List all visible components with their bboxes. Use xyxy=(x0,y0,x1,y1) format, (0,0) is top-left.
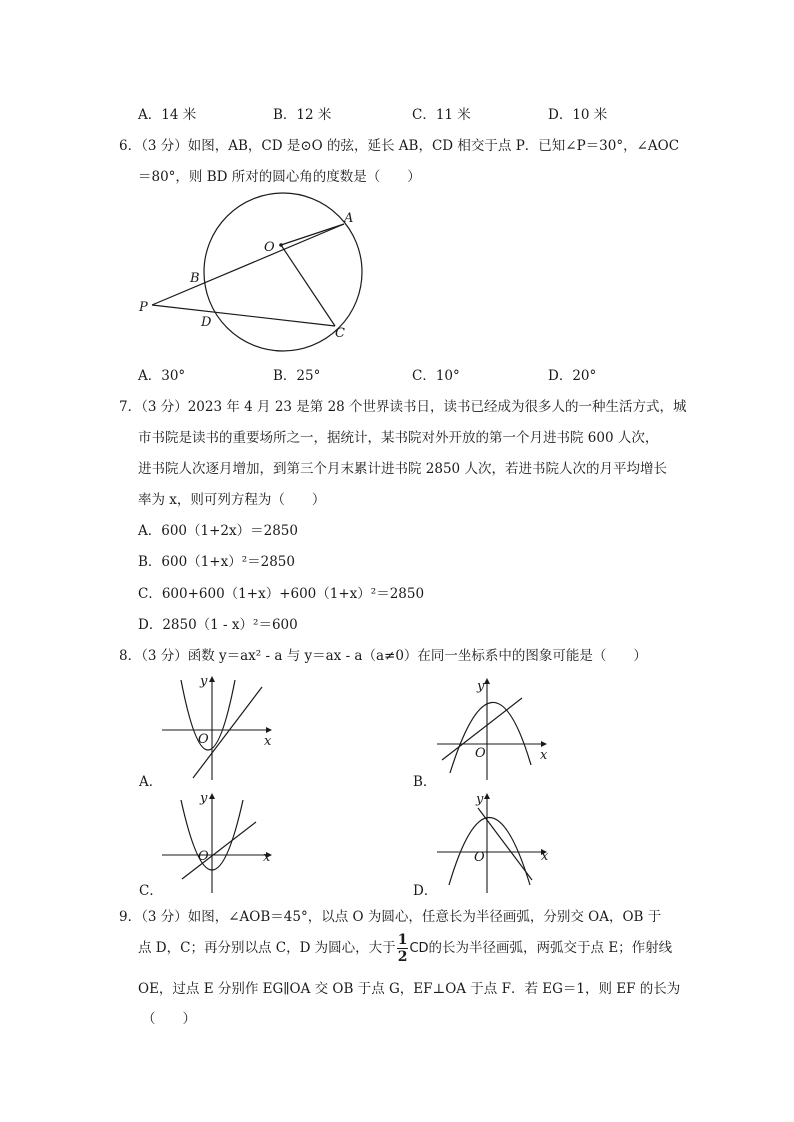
svg-text:O: O xyxy=(475,746,486,761)
svg-text:x: x xyxy=(263,850,271,865)
radius-oc xyxy=(281,245,335,326)
label-o: O xyxy=(264,240,275,255)
svg-text:y: y xyxy=(476,792,484,807)
label-b: B xyxy=(190,271,200,286)
q9-stem-line1: 9．（3 分）如图，∠AOB＝45°，以点 O 为圆心，任意长为半径画弧，分别交 OA，OB 于 xyxy=(119,909,662,925)
segment-cd: CD xyxy=(409,941,429,956)
radius-oa xyxy=(281,224,344,245)
line-d xyxy=(478,808,532,880)
q7-option-a: A．600（1+2x）＝2850 xyxy=(138,523,298,539)
svg-text:y: y xyxy=(200,791,208,806)
q8-graph-b xyxy=(435,673,555,783)
q6-option-a: A．30° xyxy=(138,368,186,384)
svg-text:y: y xyxy=(477,679,485,694)
q8-stem-line1: 8．（3 分）函数 y＝ax² - a 与 y＝ax - a（a≠0）在同一坐标系中的图象可能是（ ） xyxy=(119,648,647,664)
parabola-d xyxy=(449,818,530,886)
svg-text:y: y xyxy=(200,674,208,689)
q7-option-b: B．600（1+x）²＝2850 xyxy=(138,554,295,570)
q9-stem-line2 xyxy=(138,933,672,964)
line-pa xyxy=(152,224,344,305)
svg-text:x: x xyxy=(540,748,548,763)
q7-stem-line2: 市书院是读书的重要场所之一，据统计，某书院对外开放的第一个月进书院 600 人次， xyxy=(138,430,659,446)
q8-option-d-label: D． xyxy=(413,883,438,899)
q8-graph-c xyxy=(160,788,280,898)
q8-graph-d xyxy=(435,788,555,898)
q6-option-c: C．10° xyxy=(412,368,460,384)
svg-text:O: O xyxy=(198,732,209,747)
q5-option-c: C．11 米 xyxy=(412,107,471,123)
q8-graph-a xyxy=(160,673,280,783)
parabola-b xyxy=(450,702,531,773)
q6-stem-line1: 6．（3 分）如图，AB，CD 是⊙O 的弦，延长 AB，CD 相交于点 P．已知∠P＝30°，∠AOC xyxy=(119,138,680,154)
q7-stem-line4: 率为 x，则可列方程为（ ） xyxy=(138,492,326,508)
q8-option-c-label: C． xyxy=(139,883,163,899)
q9-line2-part1: 点 D，C；再分别以点 C，D 为圆心，大于 xyxy=(138,940,396,956)
line-c xyxy=(182,822,256,879)
q5-option-d: D．10 米 xyxy=(548,107,608,123)
label-p: P xyxy=(139,300,148,315)
q8-option-b-label: B． xyxy=(413,774,437,790)
label-d: D xyxy=(201,315,212,330)
q7-option-c: C．600+600（1+x）+600（1+x）²＝2850 xyxy=(138,586,425,602)
q7-option-d: D．2850（1 - x）²＝600 xyxy=(138,617,298,633)
label-a: A xyxy=(344,211,354,226)
q9-line2-part2: 的长为半径画弧，两弧交于点 E；作射线 xyxy=(428,940,673,956)
svg-text:x: x xyxy=(541,849,549,864)
q5-option-a: A．14 米 xyxy=(138,107,197,123)
q9-stem-line4: （ ） xyxy=(142,1011,196,1027)
q8-option-a-label: A． xyxy=(139,774,163,790)
q6-stem-line2: ＝80°，则 BD 所对的圆心角的度数是（ ） xyxy=(138,169,421,185)
q6-circle-figure xyxy=(130,195,390,365)
q9-stem-line3: OE，过点 E 分别作 EG∥OA 交 OB 于点 G，EF⊥OA 于点 F．若 EG＝1，则 EF 的长为 xyxy=(138,981,681,997)
half-fraction: $\frac{1}{2}$ xyxy=(397,932,408,965)
svg-text:O: O xyxy=(198,849,209,864)
q7-stem-line3: 进书院人次逐月增加，到第三个月末累计进书院 2850 人次，若进书院人次的月平均增长 xyxy=(138,461,667,477)
center-dot xyxy=(279,243,283,247)
q7-stem-line1: 7．（3 分）2023 年 4 月 23 是第 28 个世界读书日，读书已经成为很多人的一种生活方式，城 xyxy=(119,399,687,415)
svg-text:O: O xyxy=(474,850,485,865)
q5-option-b: B．12 米 xyxy=(273,107,332,123)
svg-text:x: x xyxy=(264,734,272,749)
q6-option-b: B．25° xyxy=(273,368,321,384)
q6-option-d: D．20° xyxy=(548,368,597,384)
line-pc xyxy=(152,305,335,326)
label-c: C xyxy=(335,326,345,341)
